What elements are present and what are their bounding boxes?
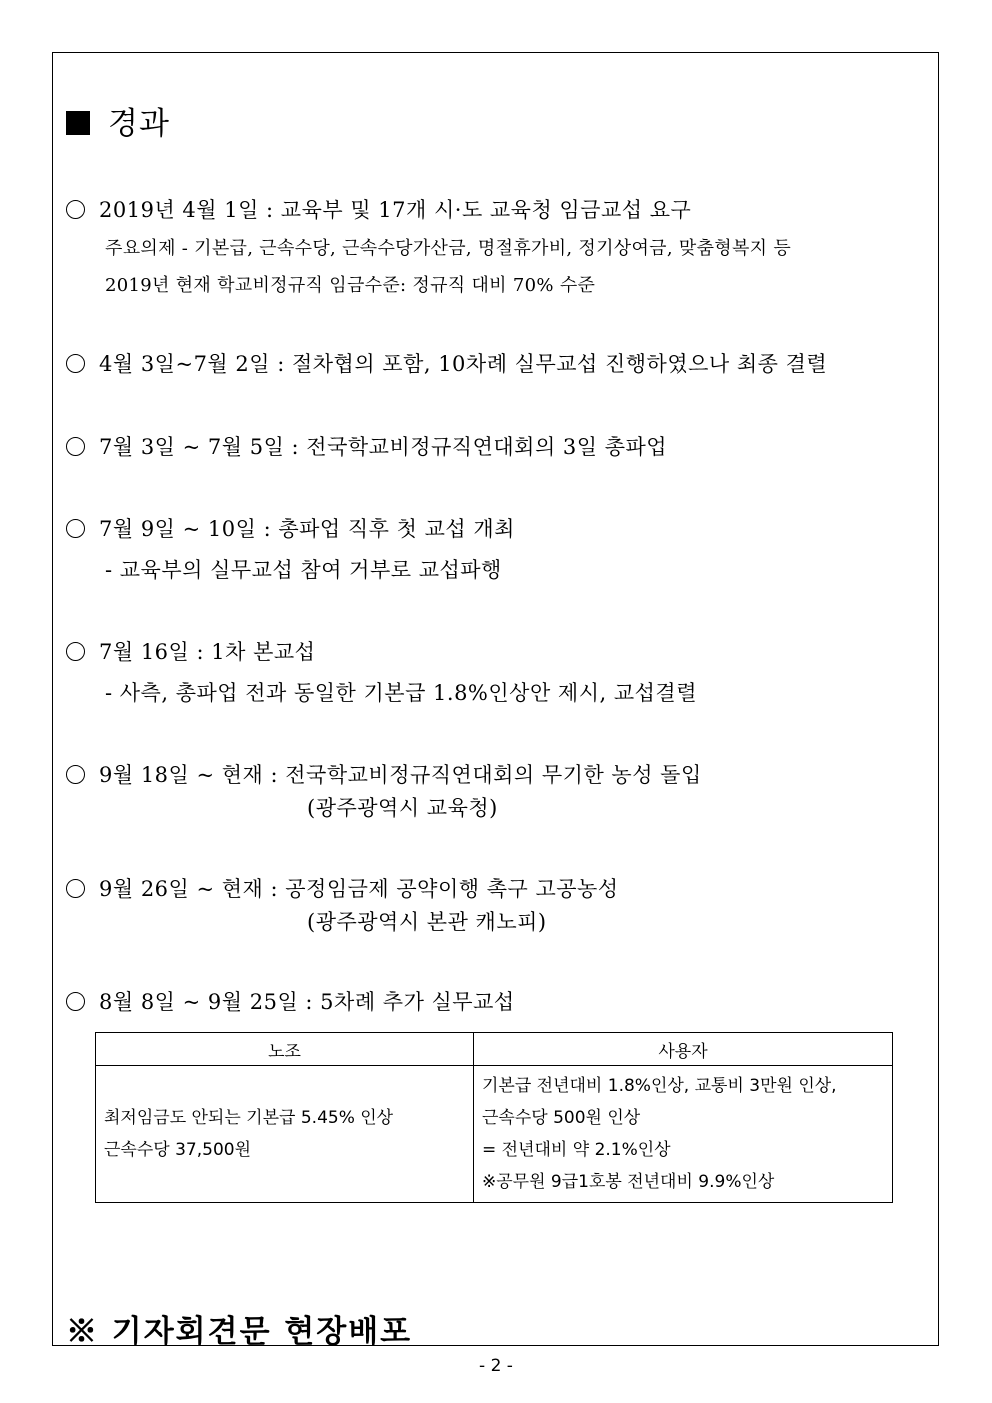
timeline-item-7	[66, 873, 619, 903]
black-square-icon	[66, 111, 90, 135]
circle-bullet-icon	[66, 354, 85, 373]
circle-bullet-icon	[66, 200, 85, 219]
circle-bullet-icon	[66, 437, 85, 456]
negotiation-table	[95, 1032, 893, 1203]
timeline-detail: - 사측, 총파업 전과 동일한 기본급 1.8%인상안 제시, 교섭결렬	[105, 681, 697, 705]
timeline-item-text: 7월 9일 ~ 10일 : 총파업 직후 첫 교섭 개최	[99, 517, 515, 541]
union-line: 최저임금도 안되는 기본급 5.45% 인상	[104, 1108, 394, 1128]
timeline-item-text: 8월 8일 ~ 9월 25일 : 5차례 추가 실무교섭	[99, 990, 515, 1014]
timeline-item-text: 7월 3일 ~ 7월 5일 : 전국학교비정규직연대회의 3일 총파업	[99, 435, 668, 459]
timeline-item-text: 2019년 4월 1일 : 교육부 및 17개 시·도 교육청 임금교섭 요구	[99, 198, 692, 222]
timeline-detail: - 교육부의 실무교섭 참여 거부로 교섭파행	[105, 558, 502, 582]
section-heading	[66, 98, 170, 143]
timeline-item-text: 4월 3일~7월 2일 : 절차협의 포함, 10차례 실무교섭 진행하였으나 최종 결렬	[99, 352, 828, 376]
employer-cell	[474, 1066, 893, 1203]
employer-line: 근속수당 500원 인상	[482, 1108, 641, 1128]
timeline-item-5	[66, 636, 315, 666]
employer-line: = 전년대비 약 2.1%인상	[482, 1140, 671, 1160]
table-header-row	[96, 1033, 893, 1066]
timeline-detail: 2019년 현재 학교비정규직 임금수준: 정규직 대비 70% 수준	[105, 275, 596, 296]
timeline-item-text: 9월 26일 ~ 현재 : 공정임금제 공약이행 촉구 고공농성	[99, 877, 619, 901]
timeline-item-4	[66, 513, 515, 543]
table-header-employer: 사용자	[474, 1033, 893, 1066]
timeline-item-3	[66, 431, 667, 461]
circle-bullet-icon	[66, 519, 85, 538]
table-row	[96, 1066, 893, 1203]
employer-line: ※공무원 9급1호봉 전년대비 9.9%인상	[482, 1172, 775, 1192]
section-heading-text: 경과	[108, 106, 170, 142]
closing-note: ※ 기자회견문 현장배포	[66, 1314, 413, 1350]
union-cell	[96, 1066, 474, 1203]
union-line: 근속수당 37,500원	[104, 1140, 251, 1160]
circle-bullet-icon	[66, 765, 85, 784]
employer-line: 기본급 전년대비 1.8%인상, 교통비 3만원 인상,	[482, 1076, 837, 1096]
timeline-detail: (광주광역시 본관 캐노피)	[307, 910, 547, 934]
timeline-item-8	[66, 986, 515, 1016]
table-header-union: 노조	[96, 1033, 474, 1066]
timeline-item-text: 9월 18일 ~ 현재 : 전국학교비정규직연대회의 무기한 농성 돌입	[99, 763, 702, 787]
timeline-item-2	[66, 348, 827, 378]
circle-bullet-icon	[66, 642, 85, 661]
circle-bullet-icon	[66, 879, 85, 898]
timeline-item-1	[66, 194, 691, 224]
circle-bullet-icon	[66, 992, 85, 1011]
timeline-item-text: 7월 16일 : 1차 본교섭	[99, 640, 316, 664]
timeline-detail: 주요의제 - 기본급, 근속수당, 근속수당가산금, 명절휴가비, 정기상여금, 맞춤형복지 등	[105, 238, 792, 259]
page-number: - 2 -	[479, 1356, 513, 1376]
timeline-detail: (광주광역시 교육청)	[307, 796, 498, 820]
timeline-item-6	[66, 759, 702, 789]
